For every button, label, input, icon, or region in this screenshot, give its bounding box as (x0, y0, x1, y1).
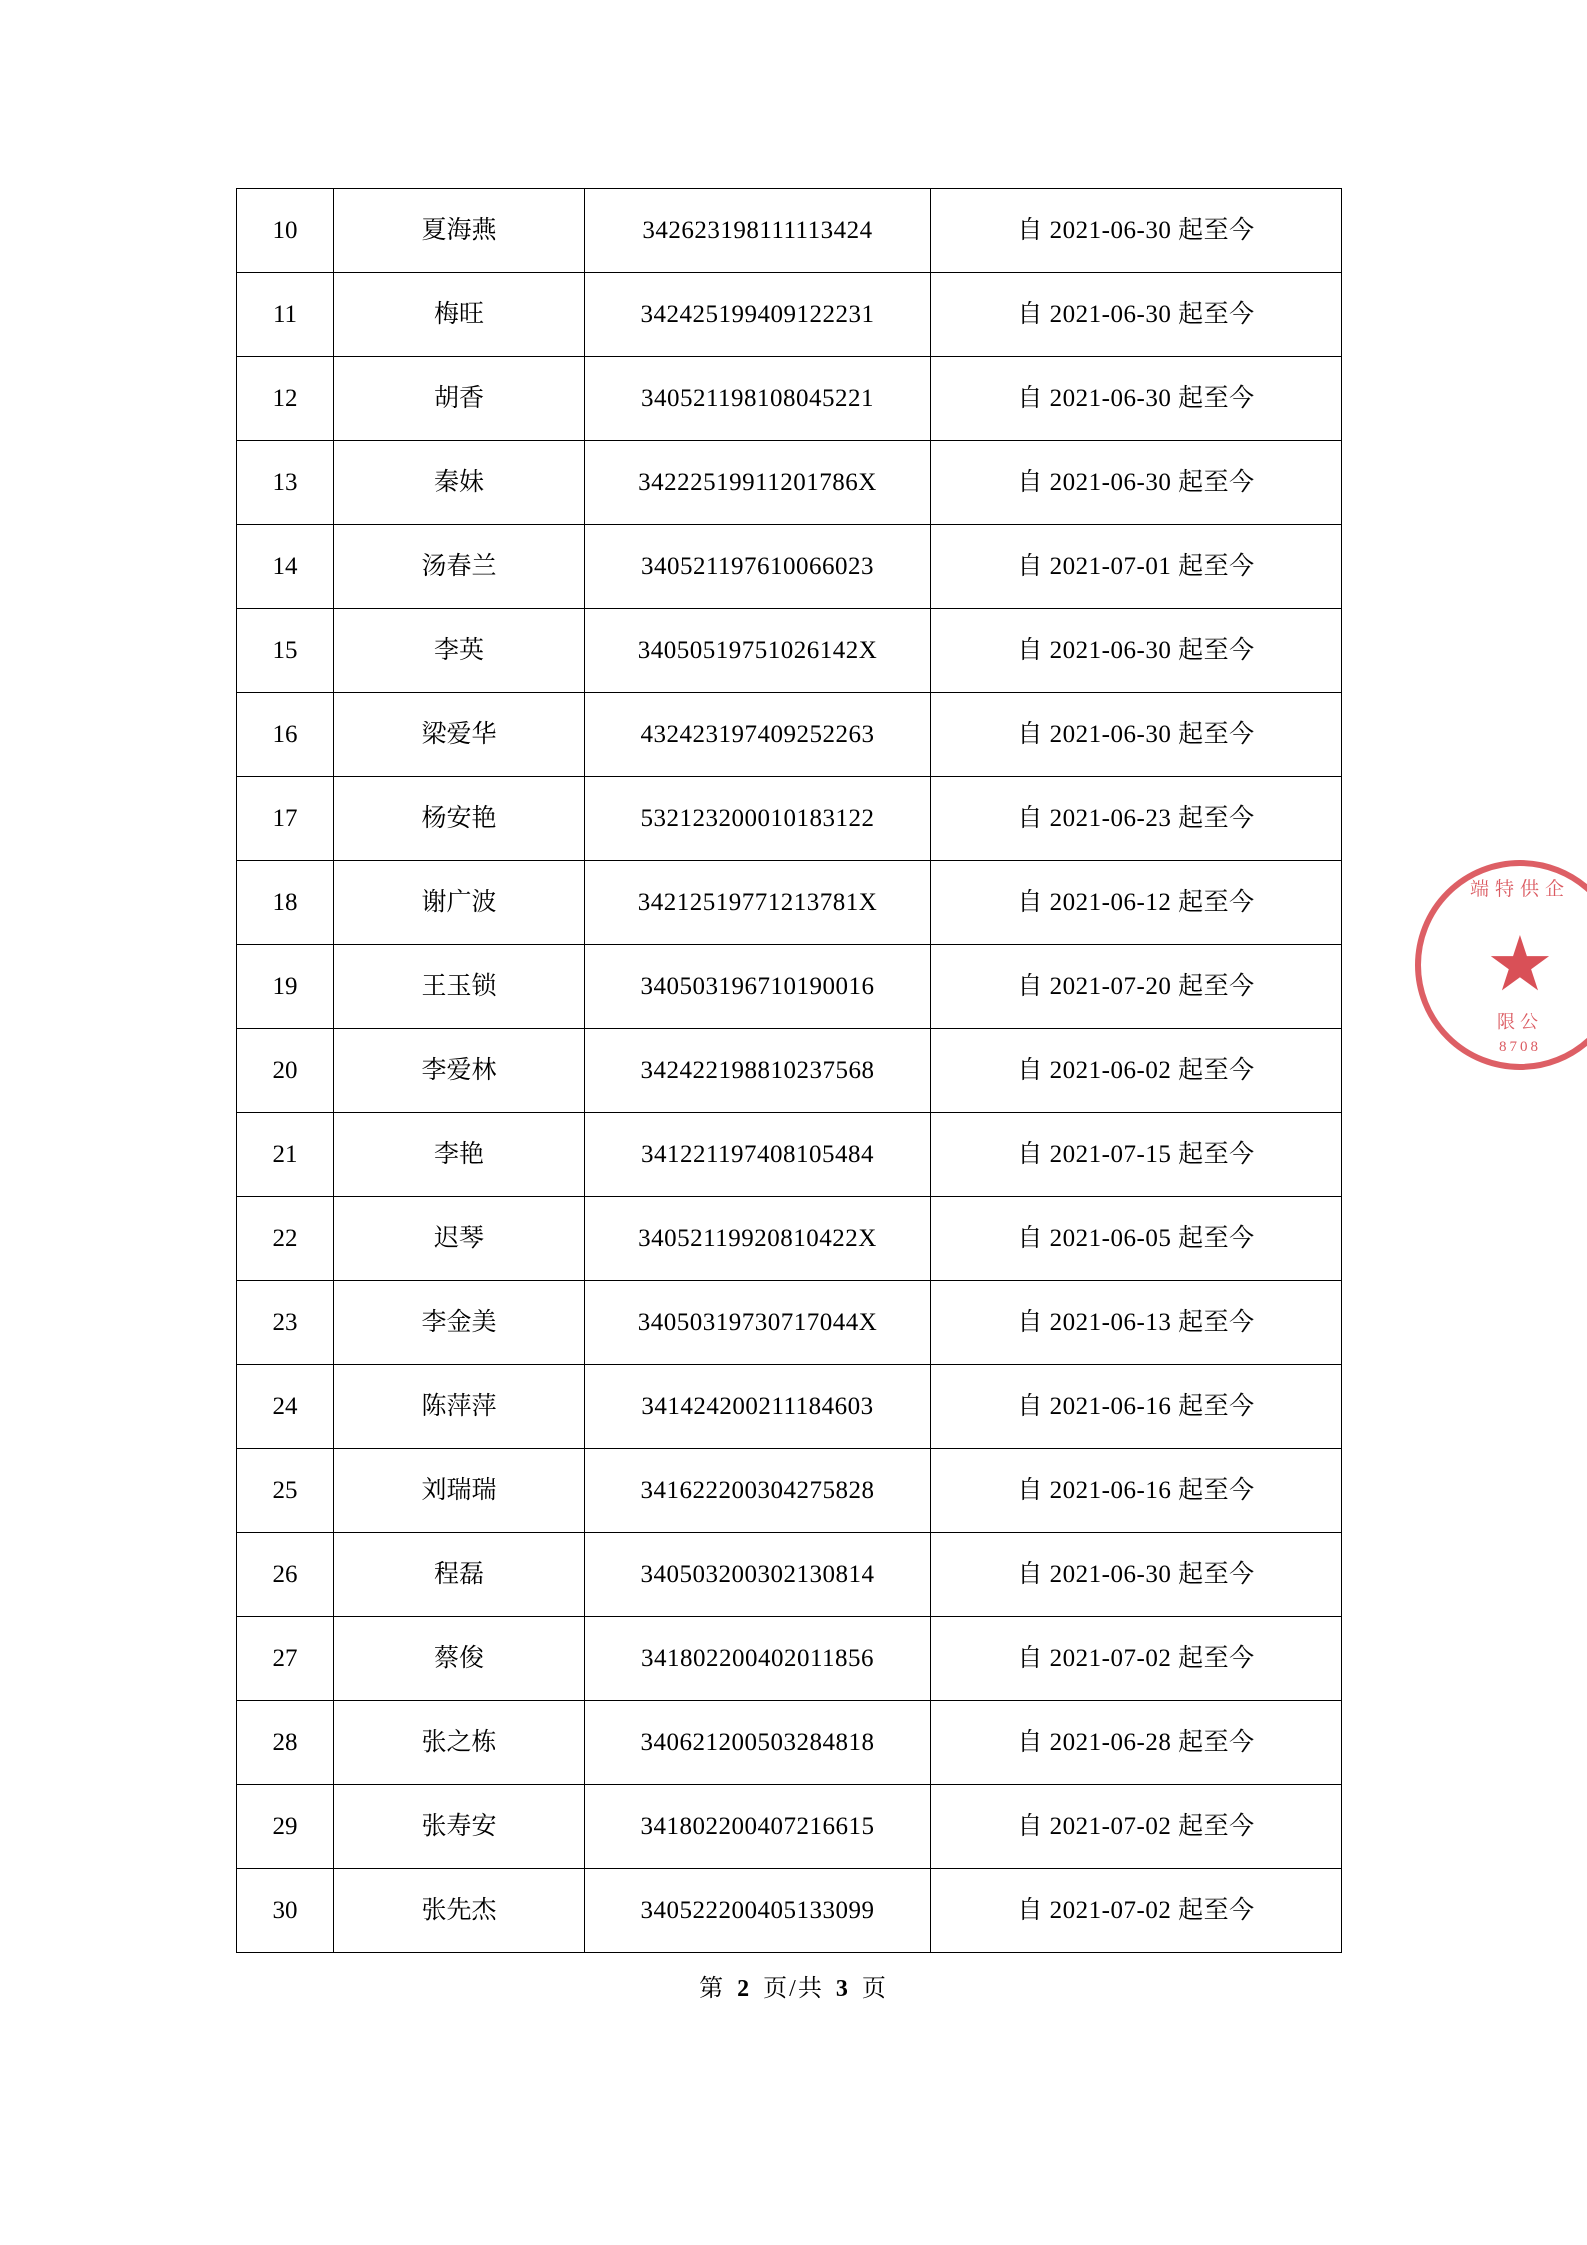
cell-index: 12 (237, 357, 334, 441)
period-text: 自 2021-06-30 起至今 (1017, 636, 1255, 664)
table-row (237, 525, 1342, 609)
footer-middle: 页/共 (763, 1976, 824, 2002)
period-text: 自 2021-06-30 起至今 (1017, 1560, 1255, 1588)
cell-period (931, 441, 1342, 525)
cell-name: 张先杰 (334, 1869, 585, 1953)
table-row (237, 1617, 1342, 1701)
cell-period (931, 1449, 1342, 1533)
cell-id-number: 34050319730717044X (585, 1281, 931, 1365)
cell-period (931, 1785, 1342, 1869)
cell-index: 25 (237, 1449, 334, 1533)
cell-id-number: 34212519771213781X (585, 861, 931, 945)
seal-bottom-text: 限公 (1497, 1012, 1543, 1032)
cell-id-number: 341424200211184603 (585, 1365, 931, 1449)
period-text: 自 2021-07-02 起至今 (1017, 1644, 1255, 1672)
table-row (237, 1701, 1342, 1785)
cell-id-number: 340503200302130814 (585, 1533, 931, 1617)
cell-id-number: 432423197409252263 (585, 693, 931, 777)
period-text: 自 2021-06-30 起至今 (1017, 720, 1255, 748)
period-text: 自 2021-06-23 起至今 (1017, 804, 1255, 832)
table-row (237, 945, 1342, 1029)
period-text: 自 2021-07-02 起至今 (1017, 1812, 1255, 1840)
cell-name: 程磊 (334, 1533, 585, 1617)
period-text: 自 2021-06-30 起至今 (1017, 216, 1255, 244)
cell-name: 梅旺 (334, 273, 585, 357)
seal-top-text: 端特供企 (1469, 879, 1570, 900)
cell-id-number: 341622200304275828 (585, 1449, 931, 1533)
cell-index: 27 (237, 1617, 334, 1701)
cell-name: 谢广波 (334, 861, 585, 945)
cell-index: 11 (237, 273, 334, 357)
table-row (237, 1113, 1342, 1197)
period-text: 自 2021-06-05 起至今 (1017, 1224, 1255, 1252)
official-seal (1415, 860, 1587, 1070)
cell-name: 张之栋 (334, 1701, 585, 1785)
seal-code: 8708 (1499, 1039, 1541, 1055)
cell-name: 梁爱华 (334, 693, 585, 777)
cell-name: 秦妹 (334, 441, 585, 525)
period-text: 自 2021-06-30 起至今 (1017, 468, 1255, 496)
table-row (237, 1785, 1342, 1869)
cell-name: 蔡俊 (334, 1617, 585, 1701)
period-text: 自 2021-07-02 起至今 (1017, 1896, 1255, 1924)
cell-name: 王玉锁 (334, 945, 585, 1029)
cell-period (931, 189, 1342, 273)
period-text: 自 2021-07-01 起至今 (1017, 552, 1255, 580)
cell-name: 刘瑞瑞 (334, 1449, 585, 1533)
cell-id-number: 340522200405133099 (585, 1869, 931, 1953)
cell-index: 28 (237, 1701, 334, 1785)
cell-period (931, 525, 1342, 609)
cell-name: 李金美 (334, 1281, 585, 1365)
cell-period (931, 357, 1342, 441)
cell-period (931, 1869, 1342, 1953)
cell-name: 杨安艳 (334, 777, 585, 861)
cell-id-number: 340503196710190016 (585, 945, 931, 1029)
cell-period (931, 777, 1342, 861)
cell-name: 李英 (334, 609, 585, 693)
cell-index: 16 (237, 693, 334, 777)
table-row (237, 273, 1342, 357)
cell-index: 21 (237, 1113, 334, 1197)
cell-id-number: 340521197610066023 (585, 525, 931, 609)
cell-index: 19 (237, 945, 334, 1029)
cell-period (931, 1533, 1342, 1617)
footer-current-page: 2 (737, 1976, 752, 2002)
cell-id-number: 34222519911201786X (585, 441, 931, 525)
table-row (237, 441, 1342, 525)
table-body (237, 189, 1342, 1953)
cell-index: 17 (237, 777, 334, 861)
cell-name: 李爱林 (334, 1029, 585, 1113)
cell-period (931, 1281, 1342, 1365)
cell-id-number: 341221197408105484 (585, 1113, 931, 1197)
seal-ring (1415, 860, 1587, 1070)
cell-index: 30 (237, 1869, 334, 1953)
table-row (237, 861, 1342, 945)
star-icon: ★ (1485, 923, 1555, 1007)
cell-index: 23 (237, 1281, 334, 1365)
cell-index: 10 (237, 189, 334, 273)
cell-index: 29 (237, 1785, 334, 1869)
table-row (237, 1533, 1342, 1617)
cell-period (931, 273, 1342, 357)
period-text: 自 2021-06-12 起至今 (1017, 888, 1255, 916)
table-row (237, 777, 1342, 861)
cell-name: 夏海燕 (334, 189, 585, 273)
cell-name: 胡香 (334, 357, 585, 441)
cell-index: 20 (237, 1029, 334, 1113)
cell-name: 迟琴 (334, 1197, 585, 1281)
cell-id-number: 342422198810237568 (585, 1029, 931, 1113)
cell-id-number: 532123200010183122 (585, 777, 931, 861)
cell-id-number: 340621200503284818 (585, 1701, 931, 1785)
cell-index: 22 (237, 1197, 334, 1281)
cell-period (931, 1029, 1342, 1113)
cell-index: 14 (237, 525, 334, 609)
period-text: 自 2021-06-16 起至今 (1017, 1476, 1255, 1504)
table-row (237, 1197, 1342, 1281)
footer-prefix: 第 (699, 1976, 726, 2002)
cell-id-number: 341802200407216615 (585, 1785, 931, 1869)
table-row (237, 1449, 1342, 1533)
table-row (237, 357, 1342, 441)
period-text: 自 2021-06-28 起至今 (1017, 1728, 1255, 1756)
cell-id-number: 340521198108045221 (585, 357, 931, 441)
period-text: 自 2021-06-02 起至今 (1017, 1056, 1255, 1084)
cell-period (931, 693, 1342, 777)
table-row (237, 1365, 1342, 1449)
cell-index: 24 (237, 1365, 334, 1449)
cell-name: 张寿安 (334, 1785, 585, 1869)
cell-id-number: 342623198111113424 (585, 189, 931, 273)
table-row (237, 1029, 1342, 1113)
cell-name: 陈萍萍 (334, 1365, 585, 1449)
cell-period (931, 1365, 1342, 1449)
cell-index: 15 (237, 609, 334, 693)
cell-period (931, 609, 1342, 693)
cell-period (931, 1113, 1342, 1197)
page-footer (0, 1968, 1587, 2003)
cell-index: 18 (237, 861, 334, 945)
cell-period (931, 1197, 1342, 1281)
cell-name: 李艳 (334, 1113, 585, 1197)
period-text: 自 2021-07-15 起至今 (1017, 1140, 1255, 1168)
period-text: 自 2021-06-13 起至今 (1017, 1308, 1255, 1336)
cell-period (931, 1701, 1342, 1785)
table-row (237, 609, 1342, 693)
table-row (237, 693, 1342, 777)
cell-period (931, 861, 1342, 945)
cell-index: 13 (237, 441, 334, 525)
table-row (237, 1869, 1342, 1953)
period-text: 自 2021-07-20 起至今 (1017, 972, 1255, 1000)
cell-period (931, 1617, 1342, 1701)
cell-id-number: 34052119920810422X (585, 1197, 931, 1281)
cell-id-number: 34050519751026142X (585, 609, 931, 693)
table-row (237, 189, 1342, 273)
period-text: 自 2021-06-30 起至今 (1017, 384, 1255, 412)
footer-suffix: 页 (861, 1976, 888, 2002)
cell-id-number: 342425199409122231 (585, 273, 931, 357)
footer-total-pages: 3 (835, 1976, 850, 2002)
cell-id-number: 341802200402011856 (585, 1617, 931, 1701)
insurance-roster-table (236, 188, 1342, 1953)
cell-period (931, 945, 1342, 1029)
table-row (237, 1281, 1342, 1365)
period-text: 自 2021-06-16 起至今 (1017, 1392, 1255, 1420)
cell-index: 26 (237, 1533, 334, 1617)
period-text: 自 2021-06-30 起至今 (1017, 300, 1255, 328)
cell-name: 汤春兰 (334, 525, 585, 609)
